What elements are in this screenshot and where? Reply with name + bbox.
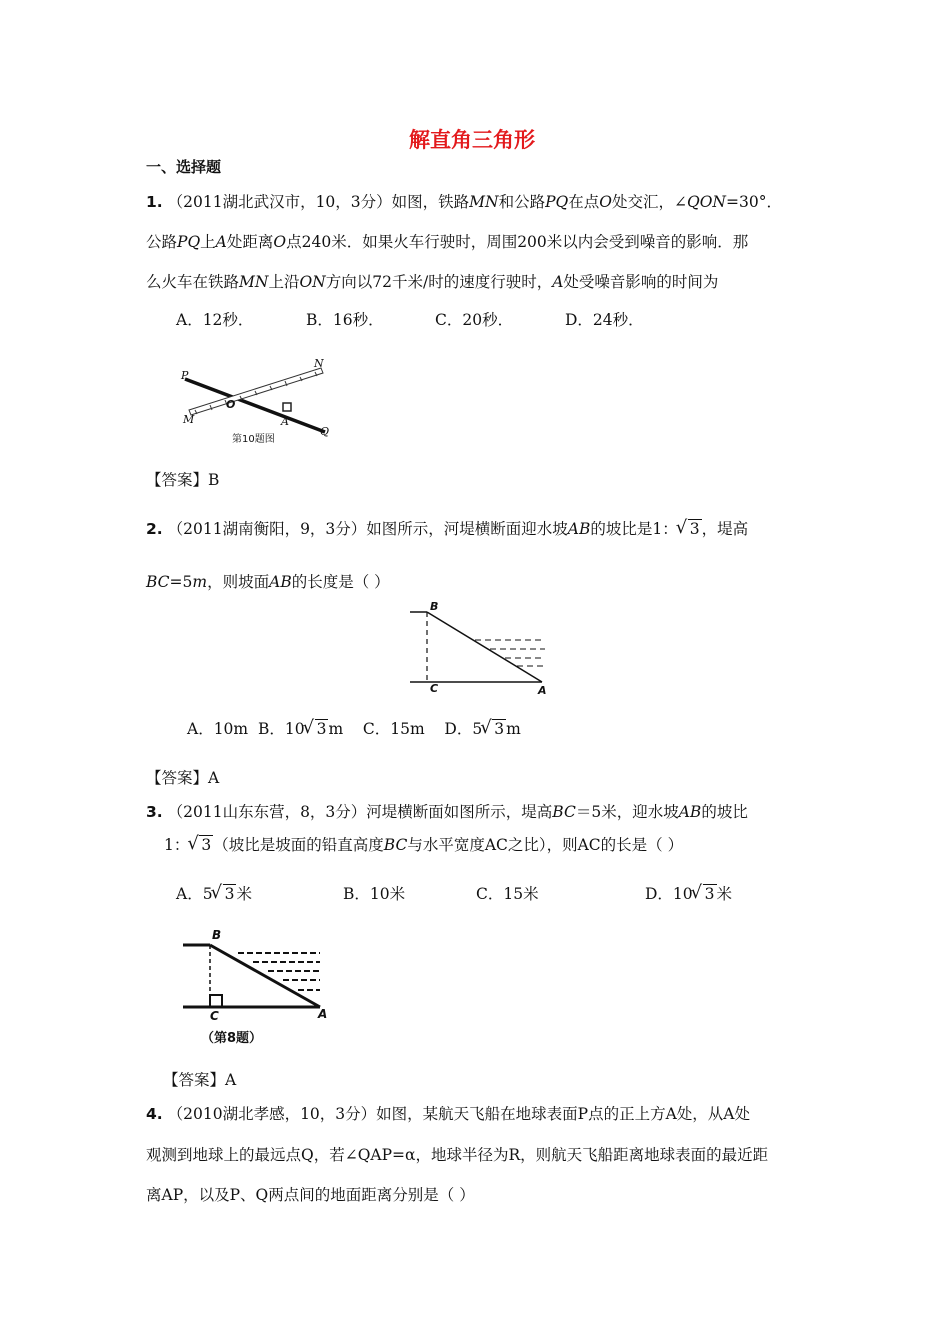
- q1-option-d: D．24秒．: [565, 311, 644, 329]
- q1-option-a: A．12秒．: [176, 311, 254, 329]
- sqrt-symbol: √ 3: [482, 720, 506, 738]
- q3-line-1: 3. （2011山东东营，8，3分）河堤横断面如图所示，堤高BC＝5米，迎水坡AB的坡比: [146, 803, 748, 821]
- sqrt-symbol: √ 3: [189, 836, 213, 854]
- q3-fig-caption: （第8题）: [201, 1031, 263, 1046]
- sqrt-symbol: √ 3: [305, 720, 329, 738]
- sqrt-symbol: √ 3: [213, 885, 237, 903]
- q2-number: 2.: [146, 520, 163, 538]
- q4-number: 4.: [146, 1105, 163, 1123]
- q1-fig-label-n: N: [314, 357, 324, 370]
- q3-number: 3.: [146, 803, 163, 821]
- q1-fig-label-q: Q: [320, 425, 330, 438]
- sqrt-symbol: √ 3: [693, 885, 717, 903]
- section-heading: 一、选择题: [146, 158, 222, 176]
- q3-figure: [178, 930, 328, 1020]
- q3-option-a: A．5√ 3 米: [176, 882, 252, 904]
- page-title: 解直角三角形: [409, 128, 535, 152]
- q1-line-3: 么火车在铁路MN上沿ON方向以72千米/时的速度行驶时，A处受噪音影响的时间为: [146, 273, 719, 291]
- q2-options: [187, 717, 521, 739]
- sqrt-symbol: √ 3: [678, 520, 702, 538]
- q1-fig-label-o: O: [226, 398, 236, 411]
- q2-option-c: C．15m: [362, 720, 425, 738]
- q2-option-b: B．10√ 3 m: [258, 720, 343, 738]
- q1-option-b: B．16秒．: [306, 311, 384, 329]
- q2-line-2: BC=5m，则坡面AB的长度是（ ）: [146, 573, 390, 591]
- q3-option-b: B．10米: [343, 885, 406, 903]
- q1-number: 1.: [146, 193, 163, 211]
- q3-option-d: D．10√ 3 米: [645, 882, 732, 904]
- q2-fig-label-c: C: [430, 682, 439, 695]
- q2-option-d: D．5√ 3 m: [444, 720, 520, 738]
- q4-line-3: 离AP，以及P、Q两点间的地面距离分别是（ ）: [146, 1186, 475, 1204]
- q2-answer: 【答案】A: [146, 769, 220, 787]
- q2-fig-label-a: A: [538, 684, 547, 697]
- q4-line-2: 观测到地球上的最远点Q，若∠QAP=α，地球半径为R，则航天飞船距离地球表面的最近距: [146, 1146, 769, 1164]
- q2-line-1: 2. （2011湖南衡阳，9，3分）如图所示，河堤横断面迎水坡AB的坡比是1：√ 3 ，堤高: [146, 517, 748, 539]
- q3-line-2: 1：√ 3 （坡比是坡面的铅直高度BC与水平宽度AC之比），则AC的长是（ ）: [164, 833, 683, 855]
- q2-fig-label-b: B: [430, 600, 439, 613]
- q3-fig-label-b: B: [212, 928, 222, 942]
- q1-line-2: 公路PQ上A处距离O点240米．如果火车行驶时，周围200米以内会受到噪音的影响．那: [146, 233, 749, 251]
- q2-figure: [405, 600, 555, 695]
- q1-answer: 【答案】B: [146, 471, 220, 489]
- q1-fig-caption: 第10题图: [232, 434, 275, 445]
- q2-option-a: A．10m: [187, 720, 249, 738]
- q1-fig-label-p: P: [181, 369, 189, 382]
- q1-line-1: 1. （2011湖北武汉市，10，3分）如图，铁路MN和公路PQ在点O处交汇，∠QON=30°．: [146, 193, 782, 211]
- q3-answer: 【答案】A: [163, 1071, 237, 1089]
- q1-fig-label-m: M: [183, 413, 195, 426]
- q4-line-1: 4. （2010湖北孝感，10，3分）如图，某航天飞船在地球表面P点的正上方A处，从A处: [146, 1105, 750, 1123]
- q3-fig-label-c: C: [210, 1009, 219, 1023]
- q3-fig-label-a: A: [318, 1007, 328, 1021]
- q3-option-c: C．15米: [476, 885, 539, 903]
- q1-option-c: C．20秒．: [435, 311, 514, 329]
- q1-fig-label-a: A: [281, 415, 289, 428]
